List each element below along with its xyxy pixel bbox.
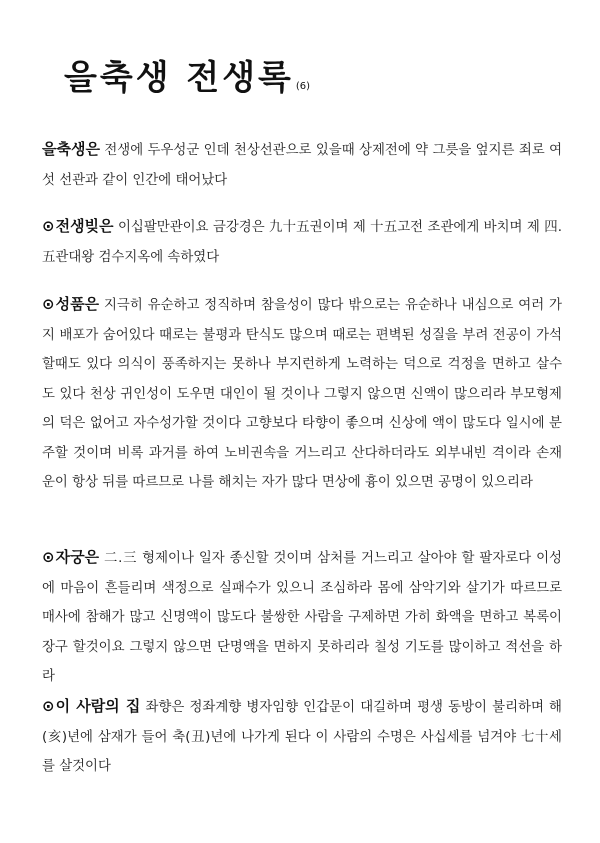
section-personality <box>42 290 562 498</box>
section-label: 이 사람의 집 <box>55 697 141 715</box>
section-past-life-debt <box>42 212 562 272</box>
title-text: 을축생 전생록 <box>64 58 294 98</box>
section-text: 이십팔만관이요 금강경은 九十五권이며 제 十五고전 조관에게 바치며 제 四.五관대왕 검수지옥에 속하였다 <box>42 220 562 265</box>
section-text: 지극히 유순하고 정직하며 참을성이 많다 밖으로는 유순하나 내심으로 여러 가지 배포가 숨어있다 때로는 불평과 탄식도 많으며 때로는 편벽된 성질을 부려 전공이 가석할때도 있다 의식이 풍족하지는 못하나 부지런하게 노력하는 덕으로 걱정을 면하고 살수도 있다 천상 귀인성이 도우면 대인이 될 것이나 그렇지 않으면 신액이 많으리라 부모형제의 덕은 없어고 자수성가할 것이다 고향보다 타향이 좋으며 신상에 액이 많도다 일시에 분주할 것이며 비록 과거를 하여 노비권속을 거느리고 산다하더라도 외부내빈 격이라 손재운이 항상 뒤를 따르므로 나를 해치는 자가 많다 면상에 흉이 있으면 공명이 있으리라 <box>42 298 562 490</box>
circle-dot-icon: ⊙ <box>42 697 55 715</box>
circle-dot-icon: ⊙ <box>42 217 55 235</box>
section-label: 자궁은 <box>55 548 100 566</box>
section-text: 좌향은 정좌계향 병자임향 인갑문이 대길하며 평생 동방이 불리하며 해(亥)년에 삼재가 들어 축(丑)년에 나가게 된다 이 사람의 수명은 사십세를 넘겨야 七十세를 살것이다 <box>42 700 562 774</box>
circle-dot-icon: ⊙ <box>42 295 55 313</box>
page-number: (6) <box>295 81 311 92</box>
section-birth-origin <box>42 135 562 195</box>
section-text: 전생에 두우성군 인데 천상선관으로 있을때 상제전에 약 그릇을 엎지른 죄로 여섯 선관과 같이 인간에 태어났다 <box>42 143 562 188</box>
section-children <box>42 543 562 692</box>
page-title <box>64 50 310 99</box>
section-label: 전생빚은 <box>55 217 114 235</box>
section-label: 성품은 <box>55 295 100 313</box>
circle-dot-icon: ⊙ <box>42 548 55 566</box>
section-house <box>42 692 562 782</box>
section-label: 을축생은 <box>42 140 100 158</box>
section-text: 二.三 형제이나 일자 종신할 것이며 삼처를 거느리고 살아야 할 팔자로다 이성에 마음이 흔들리며 색정으로 실패수가 있으니 조심하라 몸에 삼악기와 살기가 따르므로 매사에 참해가 많고 신명액이 많도다 불쌍한 사람을 구제하면 가히 화액을 면하고 복록이 장구 할것이요 그렇지 않으면 단명액을 면하지 못하리라 칠성 기도를 많이하고 적선을 하라 <box>42 551 562 684</box>
